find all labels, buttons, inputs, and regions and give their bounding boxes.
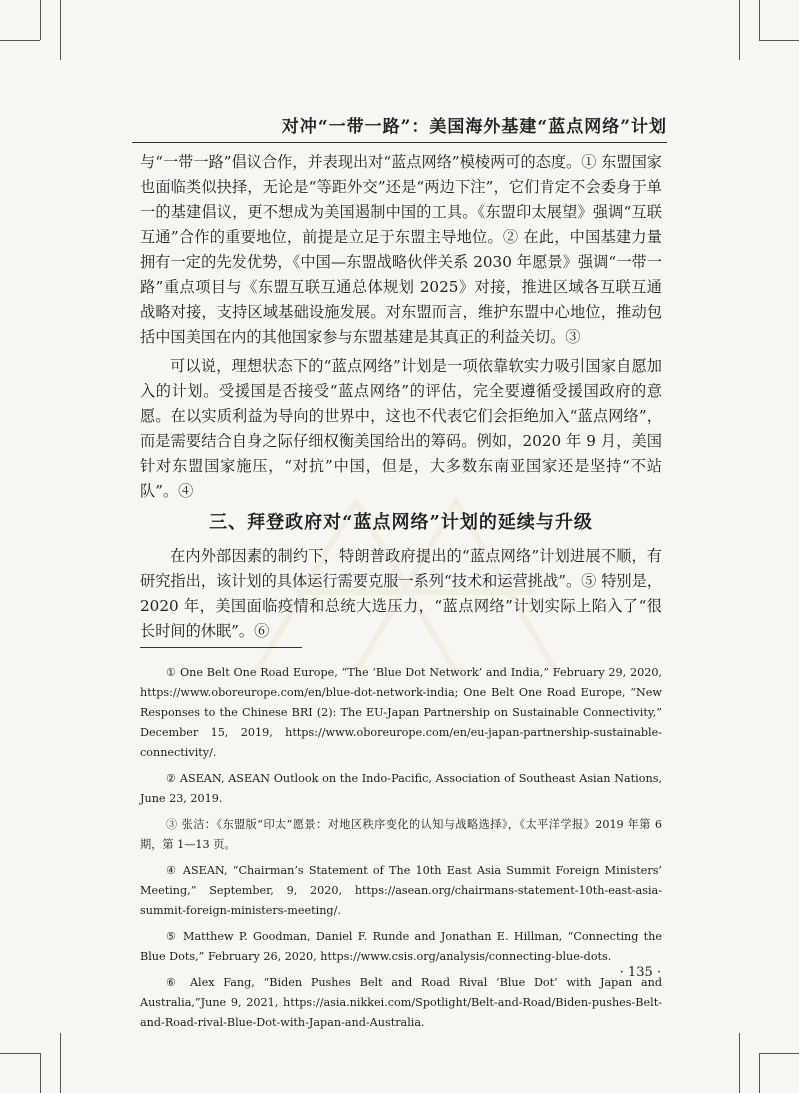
crop-mark-top-right-v bbox=[759, 0, 760, 40]
crop-mark-top-right-h bbox=[759, 40, 799, 41]
footnotes bbox=[140, 663, 662, 1039]
footnote-3: ③ 张洁：《东盟版“印太”愿景：对地区秩序变化的认知与战略选择》，《太平洋学报》2019 年第 6 期，第 1—13 页。 bbox=[140, 818, 662, 851]
header-rule bbox=[132, 142, 667, 143]
section-heading: 三、拜登政府对“蓝点网络”计划的延续与升级 bbox=[209, 512, 593, 533]
crop-mark-bottom-left-v bbox=[40, 1053, 41, 1093]
paragraph-3: 在内外部因素的制约下，特朗普政府提出的“蓝点网络”计划进展不顺，有研究指出，该计划的具体运行需要克服一系列“技术和运营挑战”。⑤ 特别是，2020 年，美国面临疫情和总统大选压力，“蓝点网络”计划实际上陷入了“很长时间的休眠”。⑥ bbox=[140, 547, 662, 640]
crop-mark-bottom-right-h bbox=[759, 1053, 799, 1054]
body-block-2 bbox=[140, 544, 662, 644]
page-number: · 135 · bbox=[619, 965, 661, 980]
paragraph-1: 与“一带一路”倡议合作，并表现出对“蓝点网络”模棱两可的态度。① 东盟国家也面临类似抉择，无论是“等距外交”还是“两边下注”，它们肯定不会委身于单一的基建倡议，更不想成为美国遏制中国的工具。《东盟印太展望》强调“互联互通”合作的重要地位，前提是立足于东盟主导地位。② 在此，中国基建力量拥有一定的先发优势，《中国—东盟战略伙伴关系 2030 年愿景》强调“一带一路”重点项目与《东盟互联互通总体规划 2025》对接，推进区域各互联互通战略对接，支持区域基础设施发展。对东盟而言，维护东盟中心地位，推动包括中国美国在内的其他国家参与东盟基建是其真正的利益关切。③ bbox=[140, 153, 662, 346]
crop-mark-top-left-v bbox=[40, 0, 41, 40]
footnote-1: ① One Belt One Road Europe, “The ‘Blue Dot Network’ and India,” February 29, 2020, https://www.oboreurope.com/en/blue-dot-network-india; One Belt One Road Europe, “New Responses to the Chinese BRI (2): The EU-Japan Partnership on Sustainable Connectivity,” December 15, 2019, https://www.oboreurope.com/en/eu-japan-partnership-sustainable-connectivity/. bbox=[140, 666, 662, 759]
footnote-4: ④ ASEAN, “Chairman’s Statement of The 10th East Asia Summit Foreign Ministers’ Meeting,” September, 9, 2020, https://asean.org/chairmans-statement-10th-east-asia-summit-foreign-ministers-meeting/. bbox=[140, 864, 662, 917]
crop-mark-bottom-left-h bbox=[0, 1053, 40, 1054]
footnote-2: ② ASEAN, ASEAN Outlook on the Indo-Pacific, Association of Southeast Asian Nations, June 23, 2019. bbox=[140, 772, 662, 805]
crop-mark-top-left-h bbox=[0, 40, 40, 41]
crop-mark-bottom-right-v bbox=[759, 1053, 760, 1093]
running-title: 对冲“一带一路”：美国海外基建“蓝点网络”计划 bbox=[281, 117, 667, 137]
crop-mark-bottom-left-v2 bbox=[60, 1033, 61, 1093]
crop-mark-bottom-right-v2 bbox=[739, 1033, 740, 1093]
footnote-6: ⑥ Alex Fang, “Biden Pushes Belt and Road Rival ‘Blue Dot’ with Japan and Australia,”June 9, 2021, https://asia.nikkei.com/Spotlight/Belt-and-Road/Biden-pushes-Belt-and-Road-rival-Blue-Dot-with-Japan-and-Australia. bbox=[140, 976, 662, 1029]
crop-mark-top-left-v2 bbox=[60, 0, 61, 60]
footnote-rule bbox=[140, 647, 302, 648]
body-block-1 bbox=[140, 150, 662, 504]
crop-mark-top-right-v2 bbox=[739, 0, 740, 60]
paragraph-2: 可以说，理想状态下的“蓝点网络”计划是一项依靠软实力吸引国家自愿加入的计划。受援国是否接受“蓝点网络”的评估，完全要遵循受援国政府的意愿。在以实质利益为导向的世界中，这也不代表它们会拒绝加入“蓝点网络”，而是需要结合自身之际仔细权衡美国给出的筹码。例如，2020 年 9 月，美国针对东盟国家施压，“对抗”中国，但是，大多数东南亚国家还是坚持“不站队”。④ bbox=[140, 357, 662, 500]
footnote-5: ⑤ Matthew P. Goodman, Daniel F. Runde and Jonathan E. Hillman, “Connecting the Blue Dots,” February 26, 2020, https://www.csis.org/analysis/connecting-blue-dots. bbox=[140, 930, 662, 963]
